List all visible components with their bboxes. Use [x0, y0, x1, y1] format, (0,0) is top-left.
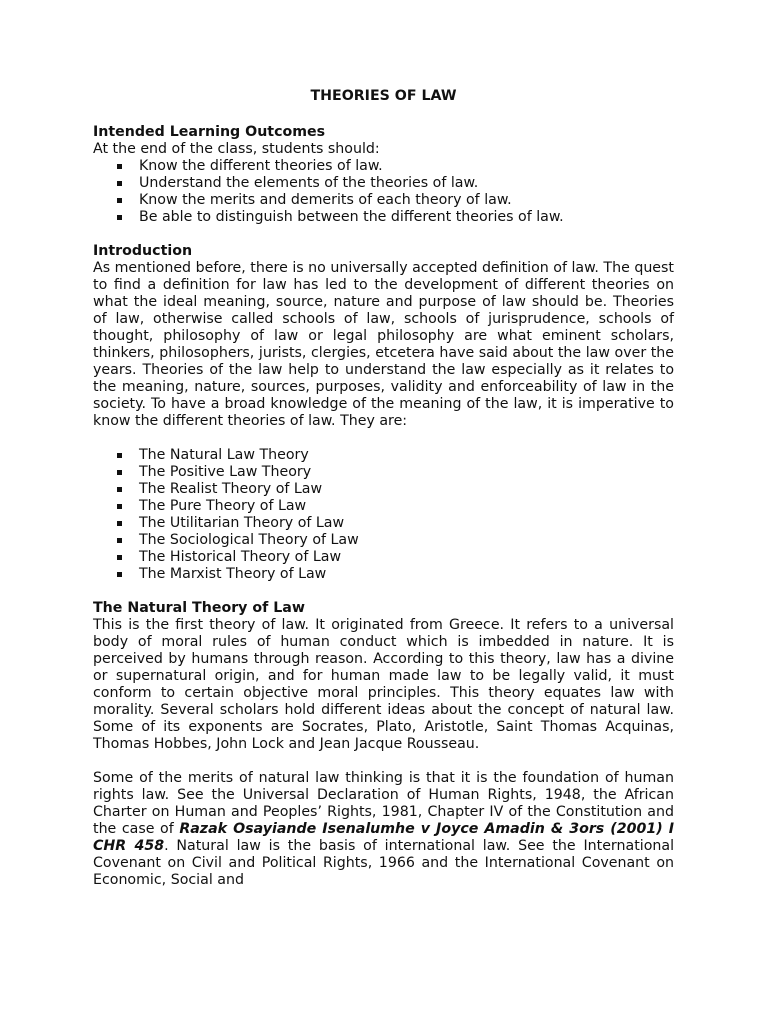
- document-title: THEORIES OF LAW: [310, 88, 457, 104]
- list-item-text: Know the merits and demerits of each theory of law.: [139, 192, 512, 208]
- document-page: [93, 86, 674, 889]
- bullet-icon: [117, 538, 122, 543]
- list-item: [93, 498, 674, 515]
- list-item: [93, 209, 674, 226]
- list-item: [93, 566, 674, 583]
- bullet-icon: [117, 555, 122, 560]
- list-item: [93, 447, 674, 464]
- list-item: [93, 532, 674, 549]
- merits-text-continued: . Natural law is the basis of international law. See the International Covenant on Civil and Political Rights, 1966 and the International Covenant on Economic, Social and: [93, 838, 675, 888]
- theories-list: [93, 447, 674, 583]
- list-item-text: Be able to distinguish between the different theories of law.: [139, 209, 564, 225]
- list-item-text: Know the different theories of law.: [139, 158, 383, 174]
- list-item: [93, 464, 674, 481]
- list-item-text: The Marxist Theory of Law: [139, 566, 327, 582]
- bullet-icon: [117, 198, 122, 203]
- case-citation: Razak Osayiande Isenalumhe v Joyce Amadin & 3ors (2001) I CHR 458: [93, 821, 675, 854]
- bullet-icon: [117, 470, 122, 475]
- bullet-icon: [117, 521, 122, 526]
- merits-text: Some of the merits of natural law thinking is that it is the foundation of human rights law. See the Universal Declaration of Human Rights, 1948, the African Charter on Human and Peoples’ Rights, 1981, Chapter IV of the Constitution and the case of: [93, 770, 674, 837]
- natural-theory-heading: The Natural Theory of Law: [93, 600, 305, 616]
- list-item: [93, 158, 674, 175]
- list-item: [93, 175, 674, 192]
- bullet-icon: [117, 215, 122, 220]
- bullet-icon: [117, 164, 122, 169]
- list-item-text: The Pure Theory of Law: [139, 498, 307, 514]
- bullet-icon: [117, 572, 122, 577]
- list-item-text: The Utilitarian Theory of Law: [139, 515, 345, 531]
- list-item-text: The Realist Theory of Law: [139, 481, 323, 497]
- list-item-text: The Historical Theory of Law: [139, 549, 342, 565]
- list-item-text: Understand the elements of the theories of law.: [139, 175, 479, 191]
- natural-theory-paragraph: This is the first theory of law. It originated from Greece. It refers to a universal body of moral rules of human conduct which is imbedded in nature. It is perceived by humans through reason. According to this theory, law has a divine or supernatural origin, and for human made law to be legally valid, it must conform to certain objective moral principles. This theory equates law with morality. Several scholars hold different ideas about the concept of natural law. Some of its exponents are Socrates, Plato, Aristotle, Saint Thomas Acquinas, Thomas Hobbes, John Lock and Jean Jacque Rousseau.: [93, 617, 674, 752]
- outcomes-intro: At the end of the class, students should:: [93, 141, 380, 157]
- bullet-icon: [117, 487, 122, 492]
- list-item: [93, 515, 674, 532]
- bullet-icon: [117, 181, 122, 186]
- list-item-text: The Positive Law Theory: [139, 464, 312, 480]
- outcomes-list: [93, 158, 674, 226]
- bullet-icon: [117, 504, 122, 509]
- bullet-icon: [117, 453, 122, 458]
- natural-merits-paragraph: [93, 770, 674, 889]
- list-item: [93, 549, 674, 566]
- outcomes-heading: Intended Learning Outcomes: [93, 124, 326, 140]
- introduction-heading: Introduction: [93, 243, 193, 259]
- list-item-text: The Sociological Theory of Law: [139, 532, 359, 548]
- list-item: [93, 192, 674, 209]
- list-item-text: The Natural Law Theory: [139, 447, 309, 463]
- introduction-paragraph: As mentioned before, there is no universally accepted definition of law. The quest to find a definition for law has led to the development of different theories on what the ideal meaning, source, nature and purpose of law should be. Theories of law, otherwise called schools of law, schools of jurisprudence, schools of thought, philosophy of law or legal philosophy are what eminent scholars, thinkers, philosophers, jurists, clergies, etcetera have said about the law over the years. Theories of the law help to understand the law especially as it relates to the meaning, nature, sources, purposes, validity and enforceability of law in the society. To have a broad knowledge of the meaning of the law, it is imperative to know the different theories of law. They are:: [93, 260, 674, 429]
- list-item: [93, 481, 674, 498]
